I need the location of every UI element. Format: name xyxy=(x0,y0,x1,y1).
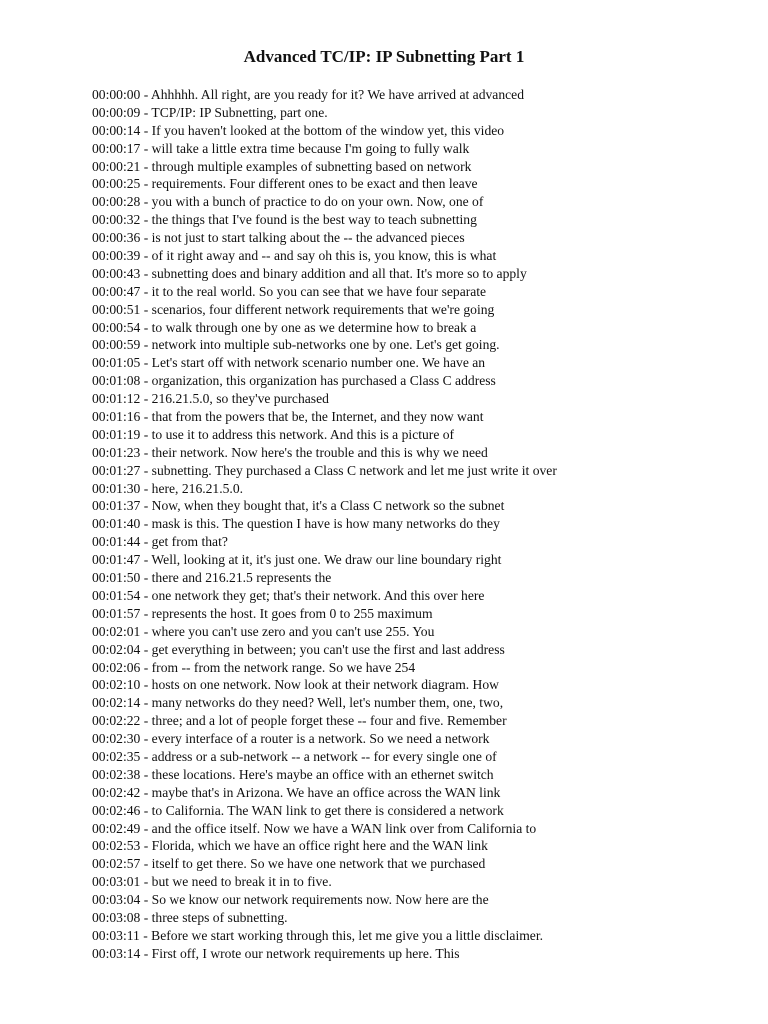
transcript-line: 00:03:11 - Before we start working through this, let me give you a little disclaimer. xyxy=(92,927,544,943)
transcript-line: 00:01:08 - organization, this organization has purchased a Class C address xyxy=(92,373,496,389)
transcript-line: 00:02:04 - get everything in between; you can't use the first and last address xyxy=(92,641,505,657)
transcript-line: 00:00:51 - scenarios, four different network requirements that we're going xyxy=(92,301,495,317)
transcript-line: 00:00:32 - the things that I've found is the best way to teach subnetting xyxy=(92,212,477,228)
transcript-line: 00:02:35 - address or a sub-network -- a network -- for every single one of xyxy=(92,748,497,764)
transcript-line: 00:01:16 - that from the powers that be, the Internet, and they now want xyxy=(92,409,484,425)
transcript-line: 00:03:08 - three steps of subnetting. xyxy=(92,909,288,925)
transcript-line: 00:02:57 - itself to get there. So we have one network that we purchased xyxy=(92,856,486,872)
transcript-line: 00:01:57 - represents the host. It goes from 0 to 255 maximum xyxy=(92,605,433,621)
transcript-line: 00:02:06 - from -- from the network range. So we have 254 xyxy=(92,659,416,675)
transcript-line: 00:02:49 - and the office itself. Now we have a WAN link over from California to xyxy=(92,820,537,836)
transcript-line: 00:01:23 - their network. Now here's the trouble and this is why we need xyxy=(92,444,488,460)
transcript-line: 00:02:38 - these locations. Here's maybe an office with an ethernet switch xyxy=(92,766,494,782)
transcript-line: 00:02:46 - to California. The WAN link to get there is considered a network xyxy=(92,802,504,818)
transcript-lines xyxy=(92,86,692,963)
transcript-line: 00:03:04 - So we know our network requirements now. Now here are the xyxy=(92,892,489,908)
transcript-line: 00:00:36 - is not just to start talking about the -- the advanced pieces xyxy=(92,230,465,246)
transcript-line: 00:01:40 - mask is this. The question I have is how many networks do they xyxy=(92,516,500,532)
transcript-line: 00:01:47 - Well, looking at it, it's just one. We draw our line boundary right xyxy=(92,552,502,568)
transcript-line: 00:02:53 - Florida, which we have an office right here and the WAN link xyxy=(92,838,488,854)
transcript-line: 00:01:37 - Now, when they bought that, it's a Class C network so the subnet xyxy=(92,498,505,514)
transcript-line: 00:00:47 - it to the real world. So you can see that we have four separate xyxy=(92,283,487,299)
transcript-line: 00:02:01 - where you can't use zero and you can't use 255. You xyxy=(92,623,435,639)
transcript-line: 00:00:43 - subnetting does and binary addition and all that. It's more so to apply xyxy=(92,265,527,281)
transcript-line: 00:03:14 - First off, I wrote our network requirements up here. This xyxy=(92,945,460,961)
transcript-line: 00:01:44 - get from that? xyxy=(92,534,228,550)
transcript-line: 00:01:30 - here, 216.21.5.0. xyxy=(92,480,244,496)
transcript-line: 00:02:22 - three; and a lot of people forget these -- four and five. Remember xyxy=(92,713,507,729)
transcript-line: 00:01:12 - 216.21.5.0, so they've purchased xyxy=(92,391,329,407)
transcript-line: 00:00:25 - requirements. Four different ones to be exact and then leave xyxy=(92,176,478,192)
transcript-line: 00:02:42 - maybe that's in Arizona. We have an office across the WAN link xyxy=(92,784,501,800)
document-title: Advanced TC/IP: IP Subnetting Part 1 xyxy=(243,47,525,66)
transcript-line: 00:00:09 - TCP/IP: IP Subnetting, part one. xyxy=(92,104,328,120)
transcript-line: 00:01:19 - to use it to address this network. And this is a picture of xyxy=(92,426,455,442)
transcript-line: 00:00:28 - you with a bunch of practice to do on your own. Now, one of xyxy=(92,194,484,210)
transcript-line: 00:01:05 - Let's start off with network scenario number one. We have an xyxy=(92,355,486,371)
transcript-line: 00:01:50 - there and 216.21.5 represents the xyxy=(92,570,332,586)
transcript-line: 00:02:10 - hosts on one network. Now look at their network diagram. How xyxy=(92,677,499,693)
transcript-line: 00:00:54 - to walk through one by one as we determine how to break a xyxy=(92,319,477,335)
transcript-line: 00:01:27 - subnetting. They purchased a Class C network and let me just write it over xyxy=(92,462,557,478)
transcript-line: 00:03:01 - but we need to break it in to five. xyxy=(92,874,332,890)
transcript-line: 00:00:39 - of it right away and -- and say oh this is, you know, this is what xyxy=(92,248,497,264)
transcript-line: 00:00:59 - network into multiple sub-networks one by one. Let's get going. xyxy=(92,337,500,353)
transcript-line: 00:00:17 - will take a little extra time because I'm going to fully walk xyxy=(92,140,470,156)
transcript-line: 00:00:14 - If you haven't looked at the bottom of the window yet, this video xyxy=(92,122,505,138)
transcript-line: 00:01:54 - one network they get; that's their network. And this over here xyxy=(92,587,485,603)
transcript-line: 00:02:14 - many networks do they need? Well, let's number them, one, two, xyxy=(92,695,504,711)
transcript-line: 00:00:00 - Ahhhhh. All right, are you ready for it? We have arrived at advanced xyxy=(92,87,525,102)
transcript-line: 00:02:30 - every interface of a router is a network. So we need a network xyxy=(92,731,490,747)
transcript-line: 00:00:21 - through multiple examples of subnetting based on network xyxy=(92,158,472,174)
